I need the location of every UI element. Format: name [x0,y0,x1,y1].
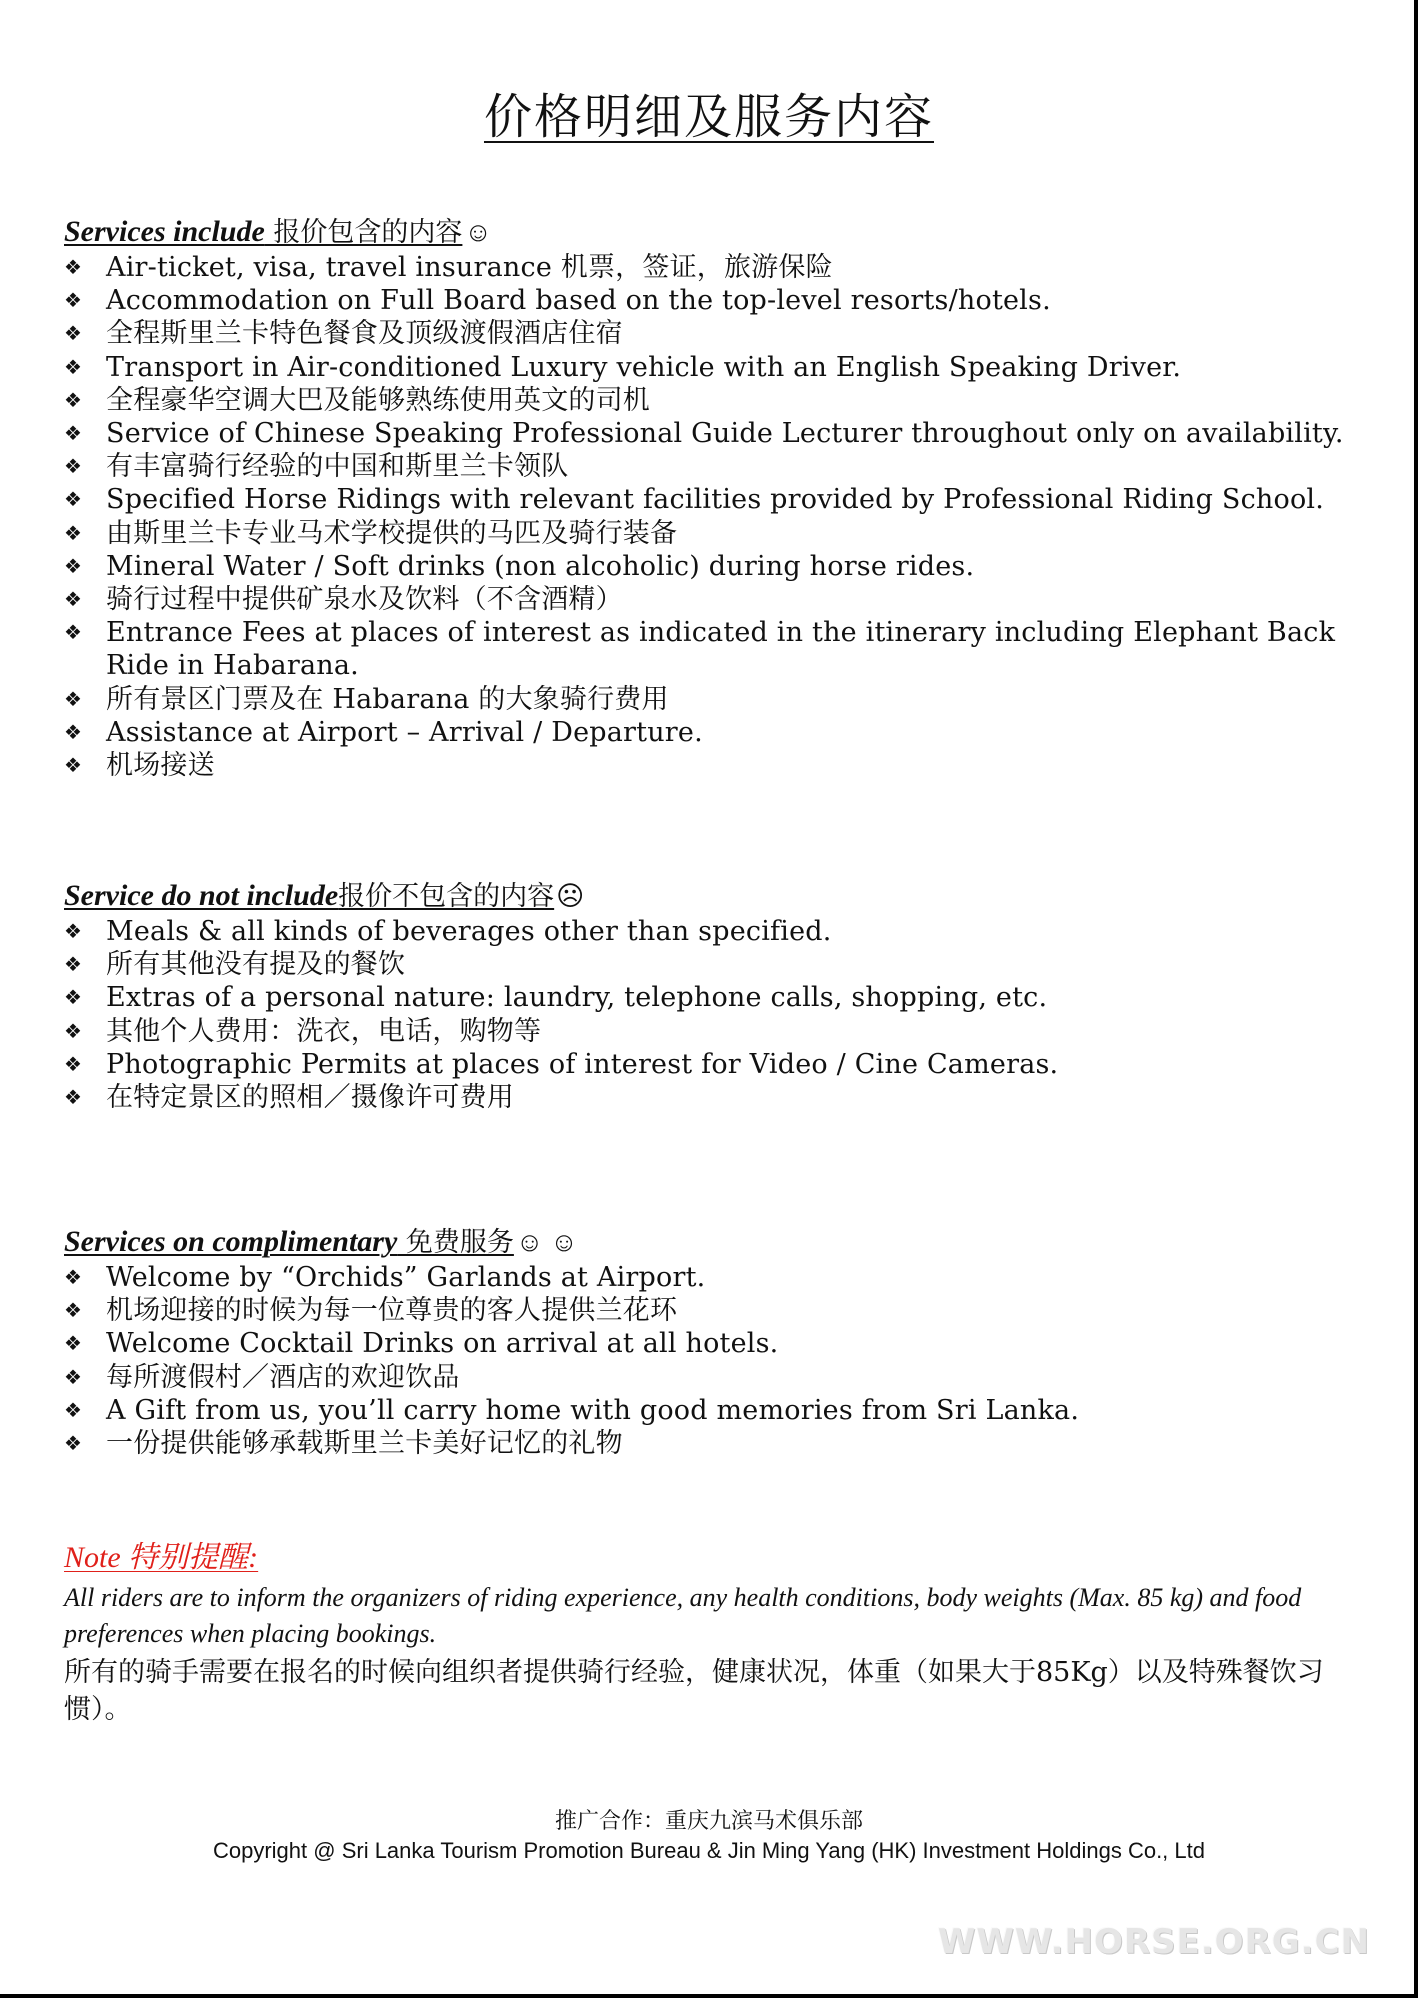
list-item [64,1294,1364,1327]
section-include [64,214,1364,782]
exclude-heading: Service do not include报价不包含的内容☹ [64,879,585,912]
frown-icon: ☹ [556,881,585,911]
list-item [64,915,1364,948]
bullet-icon: ❖ [64,719,83,744]
footer-copyright: Copyright @ Sri Lanka Tourism Promotion Bureau & Jin Ming Yang (HK) Investment Holdings Co., Ltd [212,1838,1205,1863]
list-item-text: Transport in Air-conditioned Luxury vehicle with an English Speaking Driver. [106,351,1182,383]
list-item [64,583,1364,616]
complimentary-heading: Services on complimentary 免费服务☺ ☺ [64,1225,578,1258]
bullet-icon: ❖ [64,487,83,512]
page-title: 价格明细及服务内容 [483,89,934,145]
bullet-icon: ❖ [64,1018,83,1043]
list-item-text: Accommodation on Full Board based on the top-level resorts/hotels. [106,285,1051,317]
watermark-logo: WWW.HORSE.ORG.CN [937,1922,1370,1962]
list-item-text: 全程斯里兰卡特色餐食及顶级渡假酒店住宿 [106,318,623,350]
bullet-icon: ❖ [64,1085,83,1110]
bullet-icon: ❖ [64,1431,83,1456]
bullet-icon: ❖ [64,1397,83,1422]
bullet-icon: ❖ [64,919,83,943]
list-item [64,251,1364,284]
bullet-icon: ❖ [64,255,83,279]
list-item [64,384,1364,417]
list-item [64,1327,1364,1360]
bullet-icon: ❖ [64,1298,83,1323]
list-item [64,683,1364,716]
note-text-zh: 所有的骑手需要在报名的时候向组织者提供骑行经验，健康状况，体重（如果大于85Kg）以及特殊餐饮习惯）。 [64,1657,1324,1725]
list-item [64,981,1364,1014]
list-item-text: 在特定景区的照相／摄像许可费用 [106,1082,514,1114]
bullet-icon: ❖ [64,952,83,977]
bullet-icon: ❖ [64,520,83,545]
list-item [64,1081,1364,1114]
list-item-text: Entrance Fees at places of interest as indicated in the itinerary including Elephant Back Ride in Habarana. [106,617,1336,682]
list-item [64,716,1364,749]
bullet-icon: ❖ [64,686,83,711]
bullet-icon: ❖ [64,1265,83,1289]
list-item-text: Assistance at Airport – Arrival / Departure. [106,716,703,748]
bullet-icon: ❖ [64,421,83,446]
footer-partner: 推广合作：重庆九滨马术俱乐部 [554,1808,863,1833]
list-item-text: 一份提供能够承载斯里兰卡美好记忆的礼物 [106,1428,623,1460]
list-item [64,616,1364,682]
bullet-icon: ❖ [64,288,83,313]
bullet-icon: ❖ [64,1331,83,1356]
list-item-text: 所有景区门票及在 Habarana 的大象骑行费用 [106,683,669,715]
note-heading: Note 特别提醒: [64,1541,259,1574]
list-item [64,351,1364,384]
list-item [64,1261,1364,1294]
bullet-icon: ❖ [64,620,83,645]
list-item-text: 由斯里兰卡专业马术学校提供的马匹及骑行装备 [106,517,678,549]
list-item [64,483,1364,516]
bullet-icon: ❖ [64,985,83,1010]
list-item-text: 机场迎接的时候为每一位尊贵的客人提供兰花环 [106,1295,678,1327]
bullet-icon: ❖ [64,1051,83,1076]
list-item [64,1015,1364,1048]
list-item-text: 有丰富骑行经验的中国和斯里兰卡领队 [106,451,569,483]
bullet-icon: ❖ [64,553,83,578]
list-item-text: 每所渡假村／酒店的欢迎饮品 [106,1361,460,1393]
list-item [64,317,1364,350]
note-text-en: All riders are to inform the organizers of riding experience, any health conditions, body weights (Max. 85 kg) and food preferences when placing bookings. [64,1583,1302,1648]
section-note [64,1538,1354,1728]
list-item [64,948,1364,981]
smile-icon: ☺ [464,217,492,247]
exclude-list [64,915,1364,1114]
list-item-text: Welcome by “Orchids” Garlands at Airport. [106,1262,706,1293]
list-item [64,450,1364,483]
smile-icon: ☺ ☺ [515,1227,578,1257]
list-item [64,550,1364,583]
complimentary-list [64,1261,1364,1460]
list-item-text: 全程豪华空调大巴及能够熟练使用英文的司机 [106,384,650,416]
list-item [64,1427,1364,1460]
list-item-text: Mineral Water / Soft drinks (non alcoholic) during horse rides. [106,550,975,582]
section-exclude [64,878,1364,1114]
list-item-text: 其他个人费用：洗衣，电话，购物等 [106,1015,542,1047]
list-item [64,1361,1364,1394]
list-item-text: Photographic Permits at places of interest for Video / Cine Cameras. [106,1048,1059,1080]
list-item-text: Specified Horse Ridings with relevant facilities provided by Professional Riding School. [106,484,1325,516]
list-item-text: Air-ticket, visa, travel insurance 机票，签证，旅游保险 [106,252,833,283]
list-item-text: 骑行过程中提供矿泉水及饮料（不含酒精） [106,584,623,616]
include-list [64,251,1364,782]
list-item [64,417,1364,450]
bullet-icon: ❖ [64,587,83,612]
bullet-icon: ❖ [64,321,83,346]
section-complimentary [64,1224,1364,1460]
list-item-text: Extras of a personal nature: laundry, telephone calls, shopping, etc. [106,982,1048,1014]
bullet-icon: ❖ [64,753,83,778]
bullet-icon: ❖ [64,454,83,479]
list-item-text: Welcome Cocktail Drinks on arrival at all hotels. [106,1328,779,1360]
list-item [64,517,1364,550]
list-item-text: 所有其他没有提及的餐饮 [106,949,406,981]
bullet-icon: ❖ [64,1364,83,1389]
list-item-text: 机场接送 [106,750,215,782]
list-item-text: Service of Chinese Speaking Professional Guide Lecturer throughout only on availability. [106,418,1344,450]
list-item [64,749,1364,782]
bullet-icon: ❖ [64,354,83,379]
list-item [64,1394,1364,1427]
include-heading: Services include 报价包含的内容☺ [64,215,492,248]
list-item [64,1048,1364,1081]
list-item-text: Meals & all kinds of beverages other than specified. [106,916,832,947]
list-item [64,284,1364,317]
bullet-icon: ❖ [64,387,83,412]
list-item-text: A Gift from us, you’ll carry home with good memories from Sri Lanka. [106,1394,1080,1426]
